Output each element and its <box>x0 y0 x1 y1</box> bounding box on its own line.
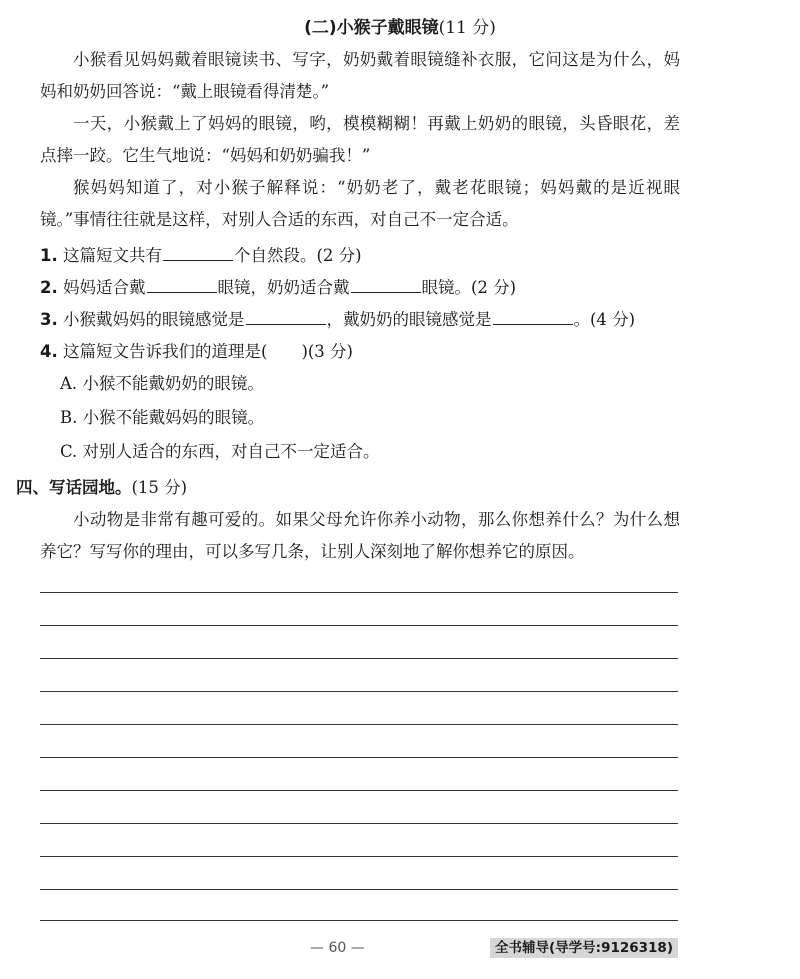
question-2 <box>40 272 700 304</box>
page-number: — 60 — <box>310 940 365 956</box>
question-1 <box>40 240 700 272</box>
writing-line <box>40 823 678 824</box>
writing-line <box>40 658 678 659</box>
question-number: 4. <box>40 342 58 361</box>
question-text: 这篇短文告诉我们的道理是( <box>63 342 268 361</box>
writing-prompt: 小动物是非常有趣可爱的。如果父母允许你养小动物，那么你想养什么？为什么想养它？写写你的理由，可以多写几条，让别人深刻地了解你想养它的原因。 <box>40 510 680 561</box>
section-score: (15 分) <box>131 478 188 497</box>
passage-paragraph-1: 小猴看见妈妈戴着眼镜读书、写字，奶奶戴着眼镜缝补衣服，它问这是为什么，妈妈和奶奶回答说：“戴上眼镜看得清楚。” <box>40 50 680 101</box>
passage-score: (11 分) <box>438 18 496 38</box>
question-4 <box>40 336 700 368</box>
writing-line <box>40 625 678 626</box>
writing-line <box>40 592 678 593</box>
writing-line <box>40 757 678 758</box>
question-number: 3. <box>40 310 58 329</box>
writing-line <box>40 724 678 725</box>
option-b: B. 小猴不能戴妈妈的眼镜。 <box>60 408 265 427</box>
question-text: 。(4 分) <box>573 310 636 329</box>
passage-paragraph-2: 一天，小猴戴上了妈妈的眼镜，哟，模模糊糊！再戴上奶奶的眼镜，头昏眼花，差点摔一跤。它生气地说：“妈妈和奶奶骗我！” <box>40 114 680 165</box>
answer-blank[interactable] <box>351 274 421 293</box>
writing-line <box>40 920 678 921</box>
answer-blank[interactable] <box>163 242 233 261</box>
question-text: ，戴奶奶的眼镜感觉是 <box>326 310 492 329</box>
writing-section-heading <box>16 472 187 504</box>
guide-number-label: 全书辅导(导学号:9126318) <box>490 938 678 958</box>
option-c: C. 对别人适合的东西，对自己不一定适合。 <box>60 442 380 461</box>
passage-paragraph-3: 猴妈妈知道了，对小猴子解释说：“奶奶老了，戴老花眼镜；妈妈戴的是近视眼镜。”事情往往就是这样，对别人合适的东西，对自己不一定合适。 <box>40 178 680 229</box>
section-title: 四、写话园地。 <box>16 478 132 497</box>
passage-title: (二)小猴子戴眼镜 <box>304 18 439 38</box>
page-footer <box>0 940 800 960</box>
writing-line <box>40 856 678 857</box>
writing-line <box>40 889 678 890</box>
option-a: A. 小猴不能戴奶奶的眼镜。 <box>60 374 264 393</box>
question-number: 2. <box>40 278 58 297</box>
writing-line <box>40 790 678 791</box>
question-text: 这篇短文共有 <box>63 246 162 265</box>
question-text: 小猴戴妈妈的眼镜感觉是 <box>63 310 245 329</box>
answer-blank[interactable] <box>246 306 326 325</box>
passage-title-line <box>0 14 800 42</box>
question-text: 个自然段。(2 分) <box>234 246 362 265</box>
answer-blank[interactable] <box>493 306 573 325</box>
answer-blank[interactable] <box>147 274 217 293</box>
question-text: 眼镜。(2 分) <box>421 278 517 297</box>
question-text: 眼镜，奶奶适合戴 <box>217 278 350 297</box>
question-text: )(3 分) <box>301 342 353 361</box>
writing-line <box>40 691 678 692</box>
question-number: 1. <box>40 246 58 265</box>
question-text: 妈妈适合戴 <box>63 278 146 297</box>
question-3 <box>40 304 700 336</box>
